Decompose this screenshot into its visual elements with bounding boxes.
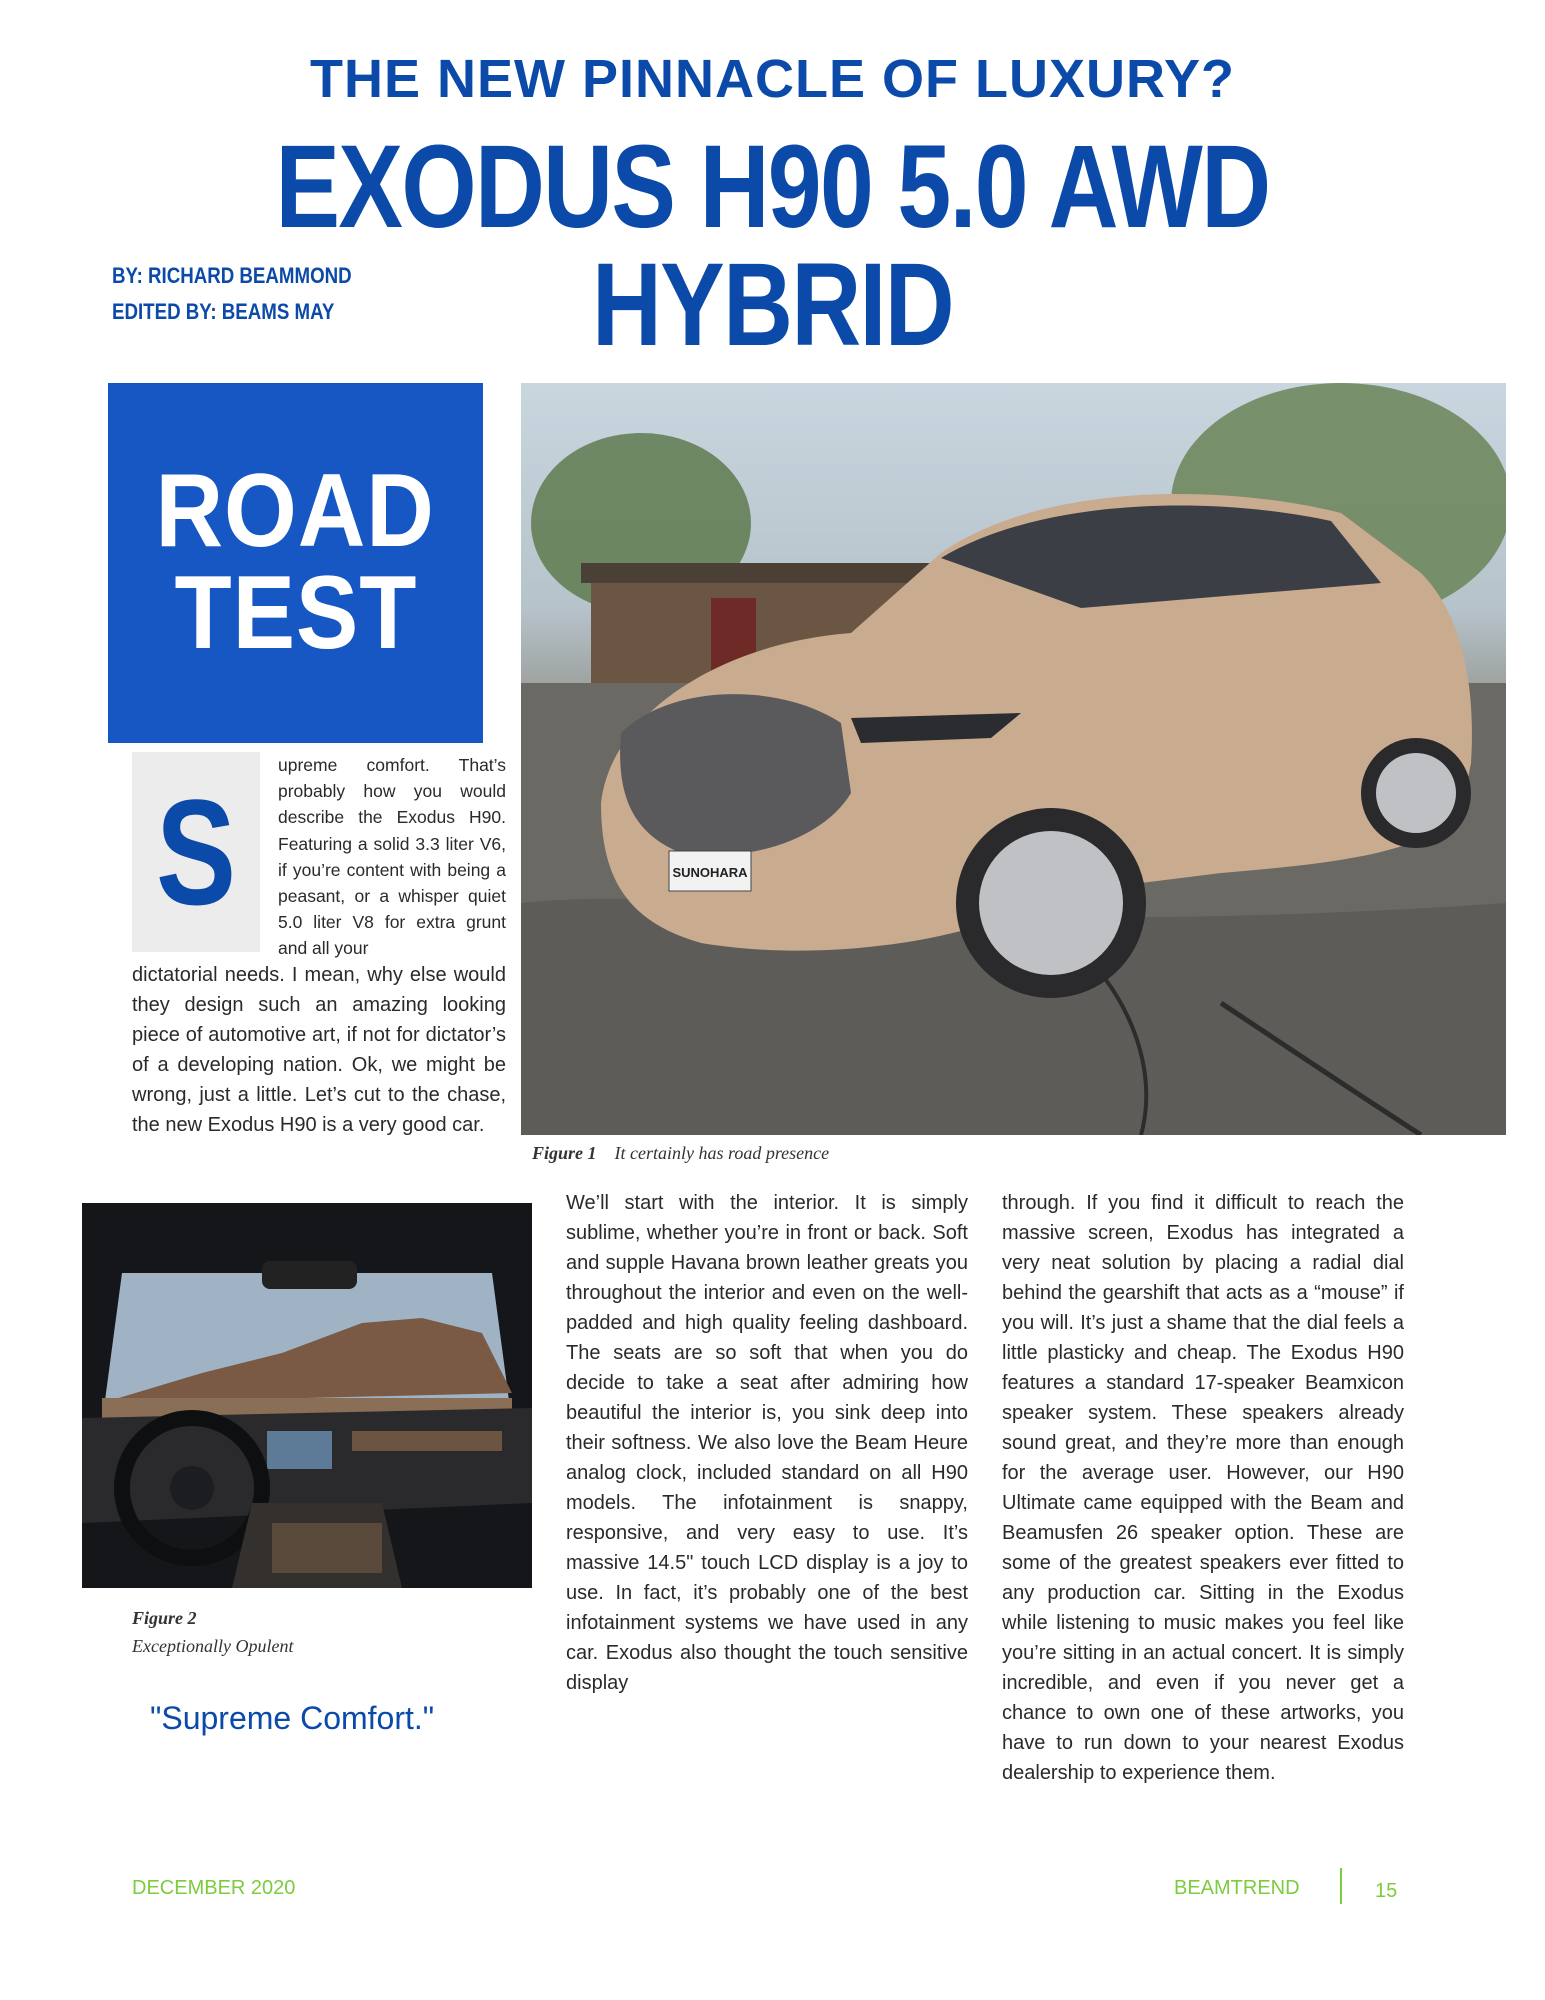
intro-text-top: upreme comfort. That’s probably how you would describe the Exodus H90. Featuring a solid 3.3 liter V6, if you’re content with being a peasant, or a whisper quiet 5.0 liter V8 for extra grunt and all your [278,755,506,959]
intro-text-rest: dictatorial needs. I mean, why else would they design such an amazing looking piece of automotive art, if not for dictator’s of a developing nation. Ok, we might be wrong, just a little. Let’s cut to the chase, the new Exodus H90 is a very good car. [132,964,506,1136]
figure1-caption [532,1143,829,1164]
figure2-photo [82,1203,532,1588]
footer-divider [1340,1868,1342,1904]
pull-quote: "Supreme Comfort." [150,1700,435,1736]
figure1-photo [521,383,1506,1135]
license-plate-text: SUNOHARA [672,865,748,880]
road-test-box [108,383,483,743]
body-column-1: We’ll start with the interior. It is simply sublime, whether you’re in front or back. Soft and supple Havana brown leather greats you throughout the interior and even on the well-padded and high quality feeling dashboard. The seats are so soft that when you do decide to take a seat after admiring how beautiful the interior is, you sink deep into their softness. We also love the Beam Heure analog clock, included standard on all H90 models. The infotainment is snappy, responsive, and very easy to use. It’s massive 14.5" touch LCD display is a joy to use. In fact, it’s probably one of the best infotainment systems we have used in any car. Exodus also thought the touch sensitive display [566,1192,968,1694]
dropcap-letter: S [155,768,237,936]
footer-magazine: BEAMTREND [1174,1877,1300,1899]
car-exterior-illustration [521,383,1506,1135]
edited-by: EDITED BY: BEAMS MAY [112,299,335,324]
headline: EXODUS H90 5.0 AWD HYBRID [275,121,1270,371]
dropcap-box [132,752,260,952]
figure1-label: Figure 1 [532,1143,597,1163]
section-label-line2: TEST [174,555,417,671]
page-number: 15 [1375,1880,1398,1902]
figure2-caption-text: Exceptionally Opulent [132,1636,294,1656]
figure2-caption [132,1604,293,1660]
byline: BY: RICHARD BEAMMOND [112,263,352,288]
footer-date: DECEMBER 2020 [132,1877,296,1899]
section-label-line1: ROAD [155,453,436,570]
body-column-2: through. If you find it difficult to reach the massive screen, Exodus has integrated a very neat solution by placing a radial dial behind the gearshift that acts as a “mouse” if you will. It’s just a shame that the dial feels a little plasticky and cheap. The Exodus H90 features a standard 17-speaker Beamxicon speaker system. These speakers already sound great, and they’re more than enough for the average user. However, our H90 Ultimate came equipped with the Beam and Beamusfen 26 speaker option. These are some of the greatest speakers ever fitted to any production car. Sitting in the Exodus while listening to music makes you feel like you’re sitting in an actual concert. It is simply incredible, and even if you never get a chance to own one of these artworks, you have to run down to your nearest Exodus dealership to experience them. [1002,1192,1404,1784]
car-interior-illustration [82,1203,532,1588]
kicker: THE NEW PINNACLE OF LUXURY? [310,49,1235,109]
figure1-caption-text: It certainly has road presence [614,1143,830,1163]
figure2-label: Figure 2 [132,1608,197,1628]
